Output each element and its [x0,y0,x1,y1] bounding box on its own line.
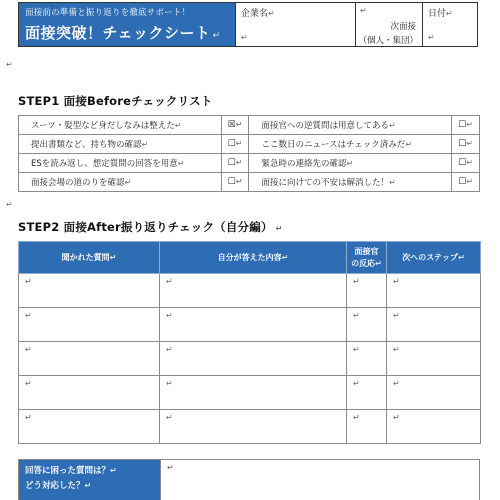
page-title: 面接突破！チェックシート [25,24,211,42]
step2-heading [18,219,283,235]
date-field[interactable] [422,3,477,46]
my-answer-cell[interactable]: ↵ [160,274,347,308]
difficult-question-line1: 回答に困った質問は？ [25,466,111,476]
checklist-item: ESを読み返し、想定質問の回答を用意↵ [19,154,222,173]
next-step-cell[interactable]: ↵ [387,376,481,410]
checkbox[interactable]: ☐↵ [452,173,480,192]
sheet-header [18,2,478,47]
checklist-row [19,154,480,173]
reaction-cell[interactable]: ↵ [347,342,387,376]
asked-question-cell[interactable]: ↵ [19,308,160,342]
paragraph-mark: ↵ [360,6,367,15]
col-asked-question: 聞かれた質問↵ [19,242,160,274]
checklist-item: ここ数日のニュースはチェック済みだ↵ [249,135,452,154]
col-my-answer: 自分が答えた内容↵ [160,242,347,274]
paragraph-mark: ↵ [212,31,221,41]
checkbox[interactable]: ☐↵ [221,154,249,173]
title-block [19,3,235,46]
table-row [19,274,481,308]
asked-question-cell[interactable]: ↵ [19,376,160,410]
before-checklist [18,115,480,192]
checklist-item: 面接会場の道のりを確認↵ [19,173,222,192]
checklist-row [19,135,480,154]
stage-label: 次面接 [390,22,416,32]
checklist-item: 面接官への逆質問は用意してある↵ [249,116,452,135]
step1-heading [18,93,212,109]
paragraph-mark: ↵ [268,9,275,18]
col-interviewer-reaction: 面接官 の反応↵ [347,242,387,274]
asked-question-cell[interactable]: ↵ [19,274,160,308]
step2-heading-text: STEP2 面接After振り返りチェック（自分編） [18,220,273,234]
next-step-cell[interactable]: ↵ [387,308,481,342]
difficult-question-answer-field[interactable] [160,460,479,500]
checklist-item: 緊急時の連絡先の確認↵ [249,154,452,173]
interview-stage-field[interactable] [355,3,422,46]
my-answer-cell[interactable]: ↵ [160,410,347,444]
checkbox[interactable]: ☒↵ [221,116,249,135]
checklist-item: 提出書類など、持ち物の確認↵ [19,135,222,154]
checklist-item: 面接に向けての不安は解消した！↵ [249,173,452,192]
reaction-cell[interactable]: ↵ [347,410,387,444]
table-row [19,308,481,342]
checklist-row [19,116,480,135]
table-header-row [19,242,481,274]
date-label: 日付 [428,9,447,19]
paragraph-mark: ↵ [446,9,453,18]
paragraph-mark: ↵ [275,224,283,233]
asked-question-cell[interactable]: ↵ [19,342,160,376]
checkbox[interactable]: ☐↵ [221,173,249,192]
paragraph-mark: ↵ [167,463,174,472]
my-answer-cell[interactable]: ↵ [160,308,347,342]
reaction-cell[interactable]: ↵ [347,376,387,410]
checkbox[interactable]: ☐↵ [221,135,249,154]
paragraph-mark: ↵ [110,466,117,475]
paragraph-mark: ↵ [84,480,92,490]
checklist-item: スーツ・髪型など身だしなみは整えた↵ [19,116,222,135]
next-step-cell[interactable]: ↵ [387,410,481,444]
after-review-table [18,241,481,444]
paragraph-mark: ↵ [6,60,13,69]
checkbox[interactable]: ☐↵ [452,135,480,154]
table-row [19,376,481,410]
next-step-cell[interactable]: ↵ [387,274,481,308]
checkbox[interactable]: ☐↵ [452,154,480,173]
reaction-cell[interactable]: ↵ [347,308,387,342]
reaction-cell[interactable]: ↵ [347,274,387,308]
stage-type-label: （個人・集団） [358,36,418,46]
col-next-step: 次へのステップ↵ [387,242,481,274]
checklist-row [19,173,480,192]
next-step-cell[interactable]: ↵ [387,342,481,376]
company-name-field[interactable] [235,3,355,46]
checkbox[interactable]: ☐↵ [452,116,480,135]
difficult-question-box [18,459,480,500]
paragraph-mark: ↵ [241,33,248,42]
table-row [19,410,481,444]
step1-heading-text: STEP1 面接Beforeチェックリスト [18,94,213,108]
difficult-question-line2: どう対応した？ [25,480,85,491]
paragraph-mark: ↵ [428,33,435,42]
company-label: 企業名 [241,9,269,19]
table-row [19,342,481,376]
asked-question-cell[interactable]: ↵ [19,410,160,444]
subtitle: 面接前の準備と振り返りを徹底サポート！ [25,8,191,18]
difficult-question-label [19,460,160,500]
my-answer-cell[interactable]: ↵ [160,342,347,376]
my-answer-cell[interactable]: ↵ [160,376,347,410]
paragraph-mark: ↵ [6,200,13,209]
